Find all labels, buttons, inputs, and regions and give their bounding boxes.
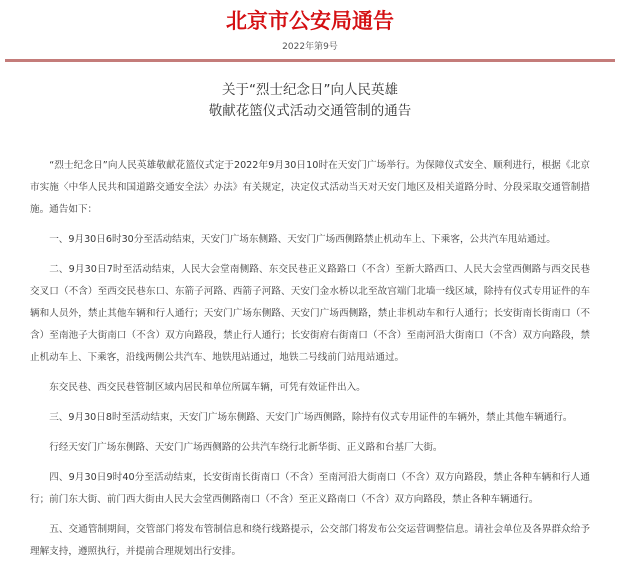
paragraph-item-1: 一、9月30日6时30分至活动结束，天安门广场东侧路、天安门广场西侧路禁止机动车上、下乘客，公共汽车甩站通过。	[49, 234, 556, 245]
notice-title-line-2: 敬献花篮仪式活动交通管制的通告	[208, 103, 412, 119]
notice-title	[0, 80, 620, 122]
paragraph-intro: “烈士纪念日”向人民英雄敬献花篮仪式定于2022年9月30日10时在天安门广场举行。为保障仪式安全、顺利进行，根据《北京市实施〈中华人民共和国道路交通安全法〉办法》有关规定，决定仪式活动当天对天安门地区及相关道路分时、分段采取交通管制措施。通告如下：	[30, 160, 590, 215]
page-header	[0, 0, 620, 64]
paragraph-item-5: 五、交通管制期间，交管部门将发布管制信息和绕行线路提示，公交部门将发布公交运营调整信息。请社会单位及各界群众给予理解支持，遵照执行，并提前合理规划出行安排。	[30, 524, 590, 557]
paragraph-item-3: 三、9月30日8时至活动结束，天安门广场东侧路、天安门广场西侧路，除持有仪式专用证件的车辆外，禁止其他车辆通行。	[49, 412, 573, 423]
paragraph-item-3-note: 行经天安门广场东侧路、天安门广场西侧路的公共汽车绕行北新华街、正义路和台基厂大街。	[49, 442, 443, 453]
paragraph-item-4: 四、9月30日9时40分至活动结束，长安街南长街南口（不含）至南河沿大街南口（不含）双方向路段，禁止各种车辆和行人通行；前门东大街、前门西大街由人民大会堂西侧路南口（不含）至正义路南口（不含）双方向路段，禁止各种车辆通行。	[30, 472, 590, 505]
page-title: 北京市公安局通告	[226, 9, 394, 33]
notice-body	[30, 155, 590, 571]
paragraph-item-2-note: 东交民巷、西交民巷管制区域内居民和单位所属车辆，可凭有效证件出入。	[49, 382, 366, 393]
header-divider	[5, 59, 615, 62]
document-number: 2022年第9号	[282, 42, 338, 52]
notice-title-line-1: 关于“烈士纪念日”向人民英雄	[222, 82, 398, 98]
paragraph-item-2: 二、9月30日7时至活动结束，人民大会堂南侧路、东交民巷正义路路口（不含）至新大路西口、人民大会堂西侧路与西交民巷交叉口（不含）至西交民巷东口、东箭子河路、西箭子河路、天安门金水桥以北至故宫端门北墙一线区域，除持有仪式专用证件的车辆和人员外，禁止其他车辆和行人通行；天安门广场东侧路、天安门广场西侧路，禁止非机动车和行人通行；长安街南长街南口（不含）至南池子大街南口（不含）双方向路段，禁止行人通行；长安街府右街南口（不含）至南河沿大街南口（不含）双方向路段，禁止机动车上、下乘客，沿线两侧公共汽车、地铁甩站通过，地铁二号线前门站甩站通过。	[30, 264, 590, 363]
